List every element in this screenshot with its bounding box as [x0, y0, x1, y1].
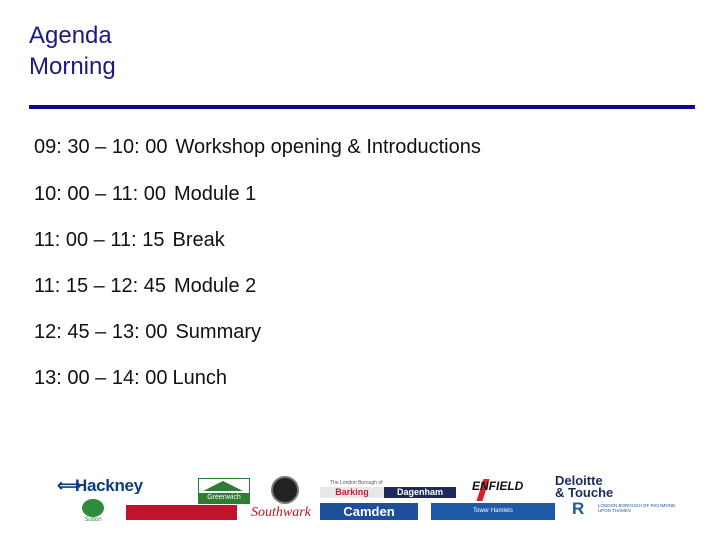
agenda-row	[34, 274, 256, 298]
barking-dagenham-logo: The London Borough of Barking Dagenham	[320, 480, 456, 500]
agenda-row	[34, 182, 256, 206]
agenda-row	[34, 135, 481, 159]
hackney-mark-icon: ⟺	[57, 476, 82, 494]
agenda-row	[34, 228, 225, 252]
slide-title	[29, 20, 116, 82]
agenda-time: 10: 00 – 11: 00	[34, 183, 166, 205]
greenwich-roof-icon	[203, 481, 243, 491]
southwark-logo: Southwark	[251, 505, 311, 520]
agenda-item: Module 1	[173, 183, 257, 205]
agenda-time: 11: 15 – 12: 45	[34, 275, 166, 297]
sutton-logo: Sutton	[70, 499, 116, 524]
partner-logos	[0, 470, 720, 540]
tower-hamlets-logo: Tower Hamlets	[431, 503, 555, 520]
enfield-logo: ENFIELD	[472, 479, 534, 503]
agenda-row	[34, 320, 261, 344]
agenda-item: Module 2	[173, 275, 257, 297]
title-line-morning: Morning	[29, 53, 116, 80]
crest-icon	[271, 476, 299, 504]
title-line-agenda: Agenda	[29, 22, 112, 49]
borough-crest-logo	[264, 476, 306, 506]
agenda-item: Workshop opening & Introductions	[175, 136, 481, 158]
deloitte-touche-logo: Deloitte & Touche	[555, 475, 614, 500]
title-divider	[29, 105, 695, 109]
agenda-time: 09: 30 – 10: 00	[34, 136, 168, 158]
tree-icon	[82, 499, 104, 517]
camden-logo: Camden	[320, 503, 418, 520]
greenwich-logo: Greenwich	[198, 478, 250, 504]
islington-logo	[126, 505, 237, 520]
richmond-r-icon: R	[572, 500, 585, 518]
agenda-item: Lunch	[172, 367, 227, 389]
agenda-time: 12: 45 – 13: 00	[34, 321, 168, 343]
hackney-logo: ⟺Hackney	[57, 476, 143, 494]
agenda-item: Break	[172, 229, 225, 251]
agenda-time: 13: 00 – 14: 00	[34, 367, 168, 389]
agenda-item: Summary	[175, 321, 262, 343]
agenda-time: 11: 00 – 11: 15	[34, 229, 165, 251]
richmond-logo: R LONDON BOROUGH OF RICHMOND UPON THAMES	[572, 500, 676, 518]
agenda-row	[34, 366, 227, 390]
